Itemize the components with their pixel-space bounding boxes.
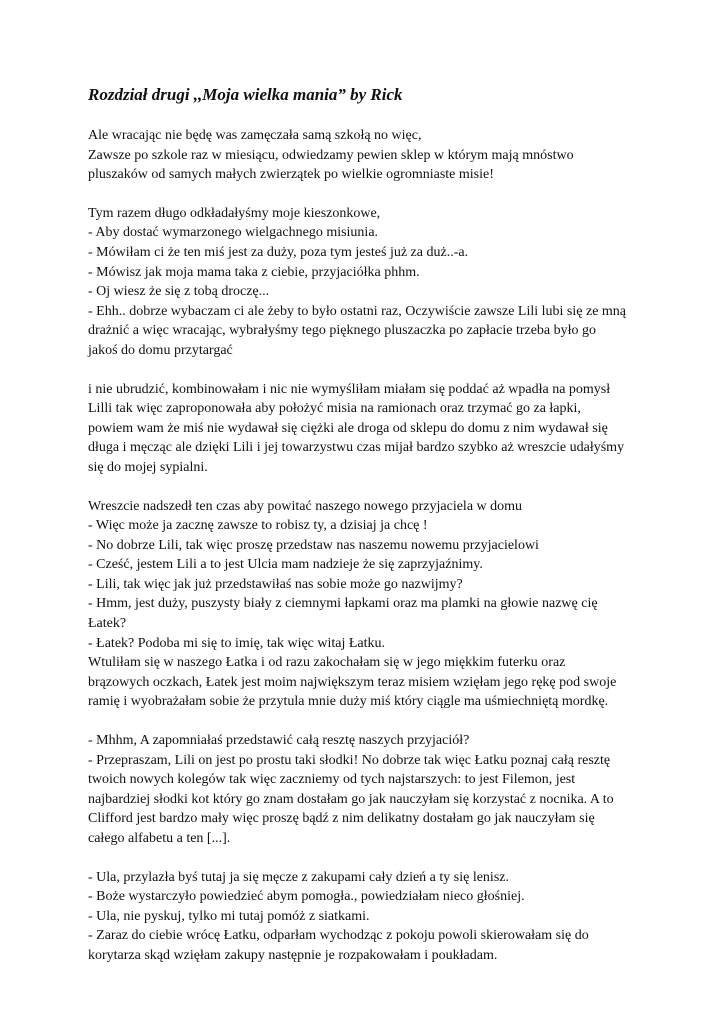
text-line: - Łatek? Podoba mi się to imię, tak więc witaj Łatku. [88,635,386,651]
document-body [88,84,648,985]
paragraph-3 [88,380,648,478]
paragraph-6 [88,868,648,966]
text-line: Zawsze po szkole raz w miesiącu, odwiedzamy pewien sklep w którym mają mnóstwo [88,147,574,163]
paragraph-5 [88,731,648,849]
text-line: - Aby dostać wymarzonego wielgachnego misiunia. [88,225,379,241]
paragraph-2 [88,204,648,361]
text-line: - Ula, nie pyskuj, tylko mi tutaj pomóż z siatkami. [88,908,370,924]
text-line: - Oj wiesz że się z tobą droczę... [88,284,270,300]
text-line: ramię i wyobrażałam sobie że przytula mnie duży miś który ciągle ma uśmiechniętą mordkę. [88,694,609,710]
text-line: długa i męcząc ale dzięki Lili i jej towarzystwu czas mijał bardzo szybko aż wreszcie udałyśmy [88,440,625,456]
text-line: Tym razem długo odkładałyśmy moje kieszonkowe, [88,205,381,221]
chapter-title: Rozdział drugi ,,Moja wielka mania” by Rick [88,85,403,104]
text-line: Ale wracając nie będę was zamęczała samą szkołą no więc, [88,128,422,143]
text-line: Lilli tak więc zaproponowała aby położyć misia na ramionach oraz trzymać go za łapki, [88,401,581,417]
text-line: - Zaraz do ciebie wrócę Łatku, odparłam wychodząc z pokoju powoli skierowałam się do [88,928,589,944]
text-line: najbardziej słodki kot który go znam dostałam go jak nauczyłam się korzystać z nocnika. A to [88,791,614,807]
text-line: - Mówiłam ci że ten miś jest za duży, poza tym jesteś już za duż..-a. [88,244,469,260]
text-line: - No dobrze Lili, tak więc proszę przedstaw nas naszemu nowemu przyjacielowi [88,537,539,553]
text-line: brązowych oczkach, Łatek jest moim największym teraz misiem wzięłam jego rękę pod swoje [88,674,617,690]
text-line: - Cześć, jestem Lili a to jest Ulcia mam nadzieje że się zaprzyjaźnimy. [88,557,483,573]
text-line: - Boże wystarczyło powiedzieć abym pomogła., powiedziałam nieco głośniej. [88,889,525,905]
text-line: - Mówisz jak moja mama taka z ciebie, przyjaciółka phhm. [88,264,420,280]
text-line: - Przepraszam, Lili on jest po prostu taki słodki! No dobrze tak więc Łatku poznaj całą resztę [88,752,611,768]
text-line: - Lili, tak więc jak już przedstawiłaś nas sobie może go nazwijmy? [88,576,463,592]
text-line: Clifford jest bardzo mały więc proszę bądź z nim delikatny dostałam go jak nauczyłam się [88,811,595,827]
text-line: - Mhhm, A zapomniałaś przedstawić całą resztę naszych przyjaciół? [88,733,470,749]
text-line: całego alfabetu a ten [...]. [88,831,231,846]
paragraph-1 [88,126,648,185]
text-line: powiem wam że miś nie wydawał się ciężki ale droga od sklepu do domu z nim wydawał się [88,420,608,436]
text-line: korytarza skąd wzięłam zakupy następnie je rozpakowałam i poukładam. [88,947,498,963]
text-line: - Ehh.. dobrze wybaczam ci ale żeby to było ostatni raz, Oczywiście zawsze Lili lubi się ze mną [88,303,627,319]
text-line: drażnić a więc wracając, wybrałyśmy tego pięknego pluszaczka po zapłacie trzeba było go [88,323,597,339]
text-line: - Ula, przylazła byś tutaj ja się męcze z zakupami cały dzień a ty się lenisz. [88,869,509,885]
text-line: Wreszcie nadszedł ten czas aby powitać naszego nowego przyjaciela w domu [88,498,523,514]
text-line: jakoś do domu przytargać [88,342,233,358]
text-line: - Hmm, jest duży, puszysty biały z ciemnymi łapkami oraz ma plamki na głowie nazwę cię [88,596,598,612]
text-line: i nie ubrudzić, kombinowałam i nic nie wymyśliłam miałam się poddać aż wpadła na pomysł [88,381,611,397]
text-line: Łatek? [88,616,127,632]
text-line: Wtuliłam się w naszego Łatka i od razu zakochałam się w jego miękkim futerku oraz [88,655,566,671]
text-line: się do mojej sypialni. [88,459,208,475]
text-line: - Więc może ja zacznę zawsze to robisz ty, a dzisiaj ja chcę ! [88,518,428,534]
text-line: twoich nowych kolegów tak więc zaczniemy od tych najstarszych: to jest Filemon, jest [88,772,576,788]
paragraph-4 [88,497,648,713]
text-line: pluszaków od samych małych zwierzątek po wielkie ogromniaste misie! [88,167,494,183]
